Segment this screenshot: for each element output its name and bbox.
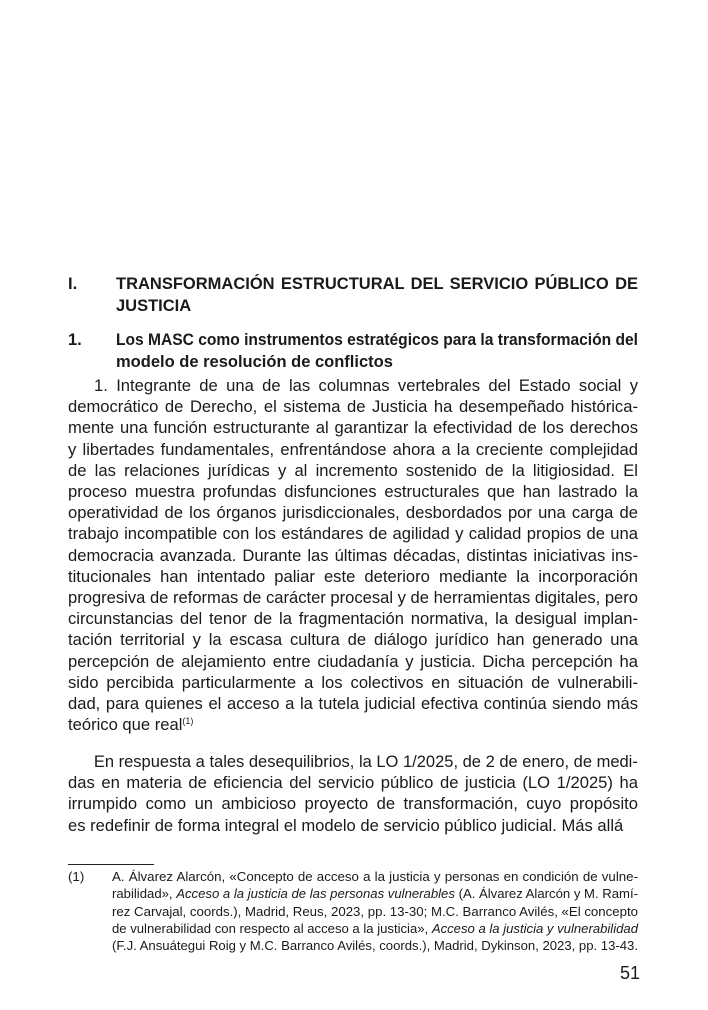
line-text: es redefinir de forma integral el modelo de servicio público judicial. Más allá <box>68 815 624 835</box>
footnote-separator <box>68 864 154 865</box>
text-line <box>68 815 638 836</box>
line-text: dad, para quienes el acceso a la tutela judicial efectiva continúa siendo más <box>68 694 638 714</box>
line-text: trabajo incompatible con los estándares de agilidad y calidad propios de una <box>68 524 638 544</box>
footnote-line: (F.J. Ansuátegui Roig y M.C. Barranco Avilés, coords.), Madrid, Dykinson, 2023, pp. 13-43. <box>112 938 638 954</box>
text-line <box>68 375 638 396</box>
page-number: 51 <box>619 963 640 983</box>
text-line <box>68 545 638 566</box>
footnote-line: rez Carvajal, coords.), Madrid, Reus, 2023, pp. 13-30; M.C. Barranco Avilés, «El concepto <box>112 903 638 919</box>
text-line <box>68 523 638 544</box>
text-line <box>68 793 638 814</box>
heading-line: modelo de resolución de conflictos <box>116 353 393 371</box>
text-line <box>68 439 638 460</box>
line-text: mente una función estructurante al garantizar la efectividad de los derechos <box>68 418 638 438</box>
footnote-line: A. Álvarez Alarcón, «Concepto de acceso a la justicia y personas en condición de vulne- <box>112 869 638 884</box>
section-heading <box>68 273 638 317</box>
heading-line: TRANSFORMACIÓN ESTRUCTURAL DEL SERVICIO PÚBLICO DE <box>116 275 638 293</box>
footnote-text: (A. Álvarez Alarcón y M. Ramí- <box>454 886 638 902</box>
footnote-line <box>112 885 638 902</box>
text-line <box>68 502 638 523</box>
line-text: teórico que real <box>68 715 183 735</box>
subsection-number: 1. <box>68 331 82 349</box>
line-text: irrumpido como un ambicioso proyecto de transformación, cuyo propósito <box>68 794 638 814</box>
text-line <box>68 772 638 793</box>
text-line <box>68 481 638 502</box>
text-line <box>68 417 638 438</box>
line-text: 1. Integrante de una de las columnas vertebrales del Estado social y <box>94 376 638 395</box>
subsection-heading <box>68 329 638 373</box>
footnote-line <box>112 920 638 937</box>
line-text: operatividad de los órganos jurisdiccionales, desbordados por una carga de <box>68 503 638 523</box>
text-line <box>68 566 638 587</box>
line-text: percepción de alejamiento entre ciudadanía y justicia. Dicha percepción ha <box>68 651 638 671</box>
line-text: y libertades fundamentales, enfrentándose ahora a la creciente complejidad <box>68 439 638 459</box>
line-text: circunstancias del tenor de la fragmentación normativa, la desigual implan- <box>68 609 638 629</box>
line-text: sido percibida particularmente a los colectivos en situación de vulnerabili- <box>68 672 638 692</box>
text-line <box>68 651 638 672</box>
text-line <box>68 672 638 693</box>
footnote <box>68 868 638 954</box>
line-text: de las relaciones jurídicas y al incremento sostenido de la litigiosidad. El <box>68 460 638 480</box>
line-text: das en materia de eficiencia del servicio público de justicia (LO 1/2025) ha <box>68 773 638 793</box>
line-text: En respuesta a tales desequilibrios, la LO 1/2025, de 2 de enero, de medi- <box>93 752 638 771</box>
heading-line: Los MASC como instrumentos estratégicos para la transformación del <box>116 331 638 349</box>
footnote-text: rabilidad», <box>112 886 177 902</box>
line-text: democrático de Derecho, el sistema de Justicia ha desempeñado histórica- <box>68 397 638 417</box>
section-number: I. <box>68 275 78 293</box>
text-line <box>68 608 638 629</box>
line-text: titucionales han intentado paliar este deterioro mediante la incorporación <box>68 566 638 586</box>
text-line <box>68 460 638 481</box>
footnote-number: (1) <box>68 869 85 884</box>
text-line <box>68 714 638 735</box>
line-text: progresiva de reformas de carácter procesal y de herramientas digitales, pero <box>68 588 638 608</box>
footnote-title: Acceso a la justicia y vulnerabilidad <box>431 920 638 936</box>
heading-line: JUSTICIA <box>116 297 192 315</box>
text-line <box>68 751 638 772</box>
footnote-reference[interactable]: (1) <box>182 716 194 727</box>
text-line <box>68 587 637 608</box>
text-line <box>68 396 638 417</box>
line-text: tación territorial y la escasa cultura de diálogo jurídico han generado una <box>68 630 638 650</box>
paragraph-1 <box>68 375 638 735</box>
footnote-title: Acceso a la justicia de las personas vulnerables <box>176 886 455 902</box>
text-line <box>68 629 638 650</box>
line-text: proceso muestra profundas disfunciones estructurales que han lastrado la <box>68 482 638 502</box>
footnote-text: de vulnerabilidad con respecto al acceso a la justicia», <box>112 920 432 936</box>
text-line <box>68 693 638 714</box>
line-text: democracia avanzada. Durante las últimas décadas, distintas iniciativas ins- <box>68 545 638 565</box>
paragraph-2 <box>68 751 638 836</box>
